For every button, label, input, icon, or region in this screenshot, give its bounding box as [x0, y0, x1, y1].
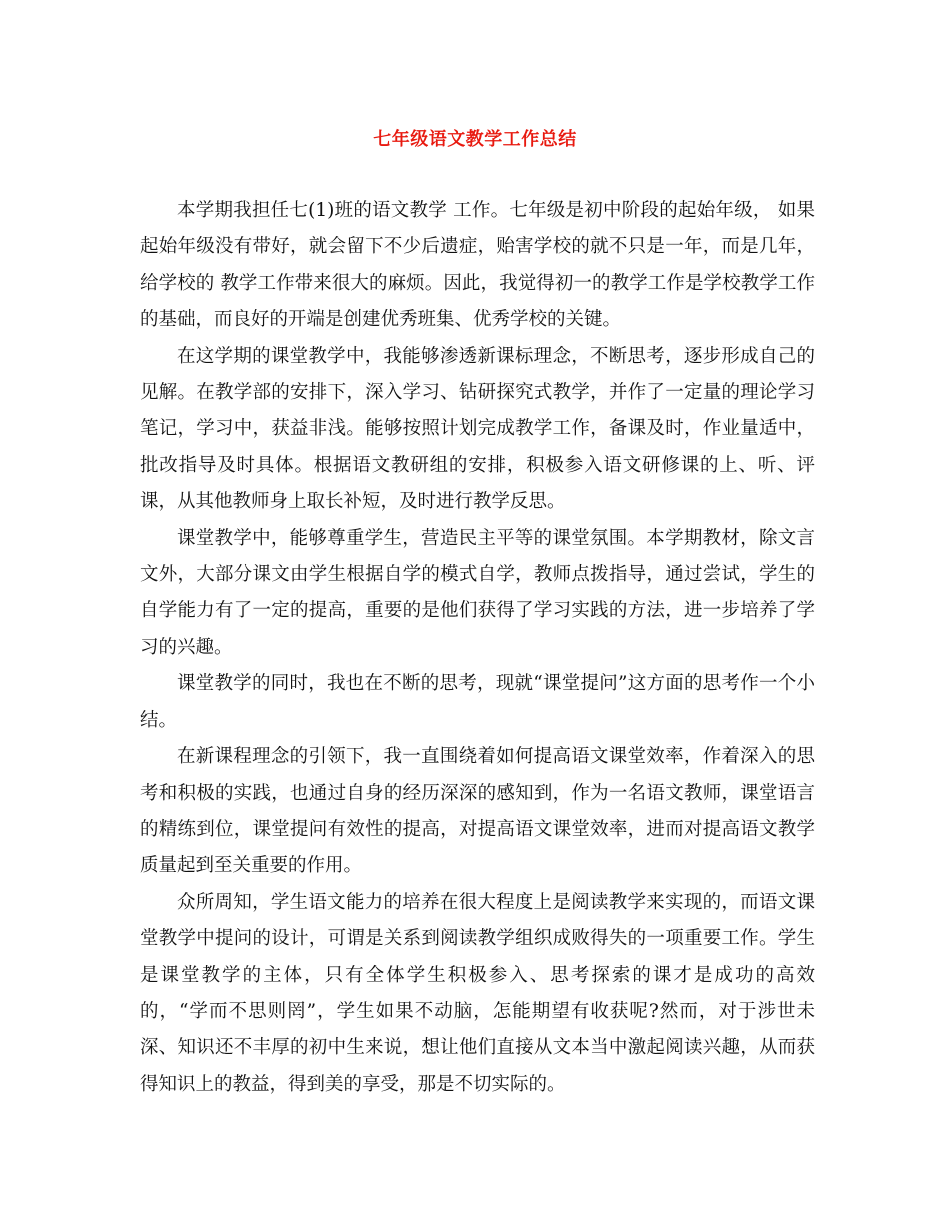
paragraph-2: 在这学期的课堂教学中，我能够渗透新课标理念，不断思考，逐步形成自己的见解。在教学部的安排下，深入学习、钻研探究式教学，并作了一定量的理论学习笔记，学习中，获益非浅。能够按照计划完成教学工作，备课及时，作业量适中，批改指导及时具体。根据语文教研组的安排，积极参入语文研修课的上、听、评课，从其他教师身上取长补短，及时进行教学反思。 [140, 345, 815, 513]
paragraph-5: 在新课程理念的引领下，我一直围绕着如何提高语文课堂效率，作着深入的思考和积极的实践，也通过自身的经历深深的感知到，作为一名语文教师，课堂语言的精练到位，课堂提问有效性的提高，对提高语文课堂效率，进而对提高语文教学质量起到至关重要的作用。 [140, 746, 815, 877]
paragraph-3: 课堂教学中，能够尊重学生，营造民主平等的课堂氛围。本学期教材，除文言文外，大部分课文由学生根据自学的模式自学，教师点拨指导，通过尝试，学生的自学能力有了一定的提高，重要的是他们获得了学习实践的方法，进一步培养了学习的兴趣。 [140, 527, 815, 658]
document-title: 七年级语文教学工作总结 [373, 129, 577, 150]
paragraph-4: 课堂教学的同时，我也在不断的思考，现就“课堂提问”这方面的思考作一个小结。 [140, 673, 815, 731]
paragraph-6: 众所周知，学生语文能力的培养在很大程度上是阅读教学来实现的，而语文课堂教学中提问的设计，可谓是关系到阅读教学组织成败得失的一项重要工作。学生是课堂教学的主体，只有全体学生积极参入、思考探索的课才是成功的高效的，“学而不思则罔”，学生如果不动脑，怎能期望有收获呢?然而，对于涉世未深、知识还不丰厚的初中生来说，想让他们直接从文本当中激起阅读兴趣，从而获得知识上的教益，得到美的享受，那是不切实际的。 [140, 891, 815, 1095]
paragraph-1: 本学期我担任七(1)班的语文教学 工作。七年级是初中阶段的起始年级， 如果起始年级没有带好，就会留下不少后遗症，贻害学校的就不只是一年，而是几年，给学校的 教学工作带来很大的麻烦。因此，我觉得初一的教学工作是学校教学工作的基础，而良好的开端是创建优秀班集、优秀学校的关键。 [140, 200, 815, 331]
document-body [140, 193, 815, 1103]
